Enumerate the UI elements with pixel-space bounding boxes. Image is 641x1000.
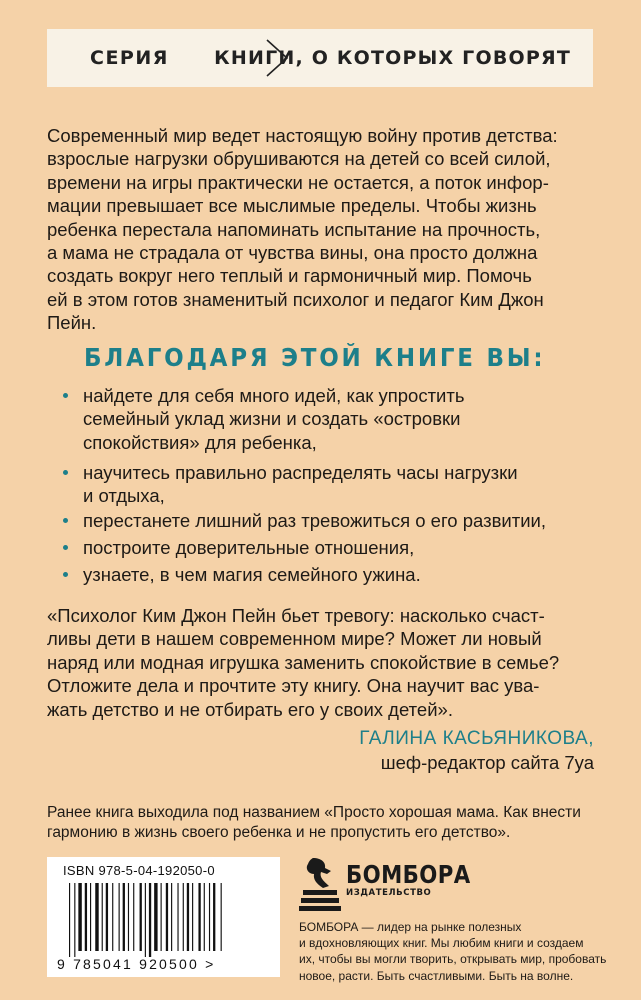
- intro-paragraph: [47, 124, 607, 335]
- barcode-digits: 9 785041 920500 >: [57, 956, 216, 972]
- barcode-bar: [112, 883, 113, 951]
- barcode-box: [47, 857, 280, 977]
- bullet-dot-icon: [63, 572, 68, 577]
- intro-line: Пейн.: [47, 312, 97, 334]
- barcode-bar: [119, 883, 120, 951]
- barcode-bar: [209, 883, 210, 951]
- barcode-bar: [140, 883, 142, 951]
- barcode-bar: [78, 883, 81, 951]
- series-name: КНИГИ, О КОТОРЫХ ГОВОРЯТ: [214, 47, 571, 69]
- barcode-bar: [171, 883, 172, 951]
- bullet-dot-icon: [63, 518, 68, 523]
- barcode-bar: [221, 883, 222, 951]
- barcode-bar: [192, 883, 193, 951]
- list-item-line: спокойствия» для ребенка,: [83, 431, 317, 453]
- list-item-line: построите доверительные отношения,: [83, 537, 415, 558]
- barcode-bar: [90, 883, 91, 951]
- publisher-description: [299, 919, 606, 984]
- barcode-bar: [128, 883, 129, 951]
- barcode-bar: [177, 883, 178, 951]
- barcode-bar: [145, 883, 146, 957]
- series-label: СЕРИЯ: [90, 47, 169, 69]
- barcode-bar: [106, 883, 108, 951]
- intro-line: времени на игры практически не остается, а поток инфор-: [47, 171, 549, 193]
- review-quote: [47, 604, 607, 721]
- isbn-text: ISBN 978-5-04-192050-0: [63, 863, 215, 878]
- benefits-heading: БЛАГОДАРЯ ЭТОЙ КНИГЕ ВЫ:: [84, 343, 546, 372]
- previous-title-line: Ранее книга выходила под названием «Просто хорошая мама. Как внести: [47, 804, 581, 821]
- barcode-bar: [187, 883, 189, 951]
- list-item-line: перестанете лишний раз тревожиться о его развитии,: [83, 510, 547, 531]
- quote-line: жать детство и не отбирать его у своих детей».: [47, 698, 453, 720]
- quote-line: наряд или модная игрушка заменить спокойствие в семье?: [47, 651, 560, 673]
- publisher-subtitle: ИЗДАТЕЛЬСТВО: [346, 888, 432, 898]
- barcode-bar: [133, 883, 134, 951]
- list-item-text: [83, 509, 546, 532]
- list-item-text: [83, 384, 465, 454]
- barcode-bar: [213, 883, 215, 951]
- list-item-line: найдете для себя много идей, как упростить: [83, 385, 465, 406]
- intro-line: взрослые нагрузки обрушиваются на детей со всей силой,: [47, 148, 551, 170]
- barcode-bar: [149, 883, 151, 957]
- barcode-bar: [204, 883, 205, 951]
- barcode-bar: [198, 883, 200, 951]
- intro-line: ей в этом готов знаменитый психолог и педагог Ким Джон: [47, 288, 544, 310]
- bombora-horse-logo-icon: [299, 856, 341, 912]
- quote-line: «Психолог Ким Джон Пейн бьет тревогу: насколько счаст-: [47, 605, 545, 626]
- intro-line: создать вокруг него теплый и гармоничный мир. Помочь: [47, 265, 532, 287]
- publisher-name: БОМБОРА: [346, 860, 471, 889]
- barcode-bar: [85, 883, 87, 951]
- publisher-description-line: новое, расти. Быть счастливыми. Быть на волне.: [299, 968, 574, 983]
- barcode-bar: [95, 883, 98, 951]
- intro-line: а мама не страдала от чувства вины, она просто должна: [47, 242, 538, 264]
- bullet-dot-icon: [63, 393, 68, 398]
- quote-author-role: шеф-редактор сайта 7уа: [380, 752, 594, 773]
- quote-line: ливы дети в нашем современном мире? Может ли новый: [47, 628, 542, 650]
- previous-title-line: гармонию в жизнь своего ребенка и не пропустить его детство».: [47, 824, 511, 841]
- barcode-bar: [102, 883, 103, 951]
- previous-title-note: [47, 803, 581, 843]
- list-item-text: [83, 563, 421, 586]
- series-band: [47, 29, 593, 87]
- quote-author: ГАЛИНА КАСЬЯНИКОВА,: [359, 728, 594, 749]
- barcode-bar: [183, 883, 184, 951]
- publisher-description-line: их, чтобы вы могли творить, открывать мир, пробовать: [299, 952, 607, 967]
- list-item-text: [83, 536, 414, 559]
- barcode-bar: [154, 883, 157, 951]
- barcode-bar: [166, 883, 168, 951]
- bullet-dot-icon: [63, 545, 68, 550]
- intro-line: ребенка перестала напоминать испытание на прочность,: [47, 218, 541, 240]
- publisher-description-line: и вдохновляющих книг. Мы любим книги и создаем: [299, 936, 584, 951]
- bullet-dot-icon: [63, 470, 68, 475]
- intro-line: Современный мир ведет настоящую войну против детства:: [47, 125, 558, 146]
- barcode-bar: [69, 883, 70, 957]
- barcode-bar: [123, 883, 125, 951]
- quote-line: Отложите дела и прочтите эту книгу. Она научит вас ува-: [47, 675, 540, 697]
- list-item-line: научитесь правильно распределять часы нагрузки: [83, 462, 518, 483]
- list-item-line: узнаете, в чем магия семейного ужина.: [83, 564, 421, 585]
- intro-line: мации превышает все мыслимые пределы. Чтобы жизнь: [47, 195, 537, 217]
- barcode-bar: [161, 883, 162, 951]
- list-item-line: и отдыха,: [83, 485, 165, 507]
- list-item-text: [83, 461, 518, 508]
- publisher-description-line: БОМБОРА — лидер на рынке полезных: [299, 920, 522, 934]
- barcode-bar: [74, 883, 75, 957]
- list-item-line: семейный уклад жизни и создать «островки: [83, 408, 461, 430]
